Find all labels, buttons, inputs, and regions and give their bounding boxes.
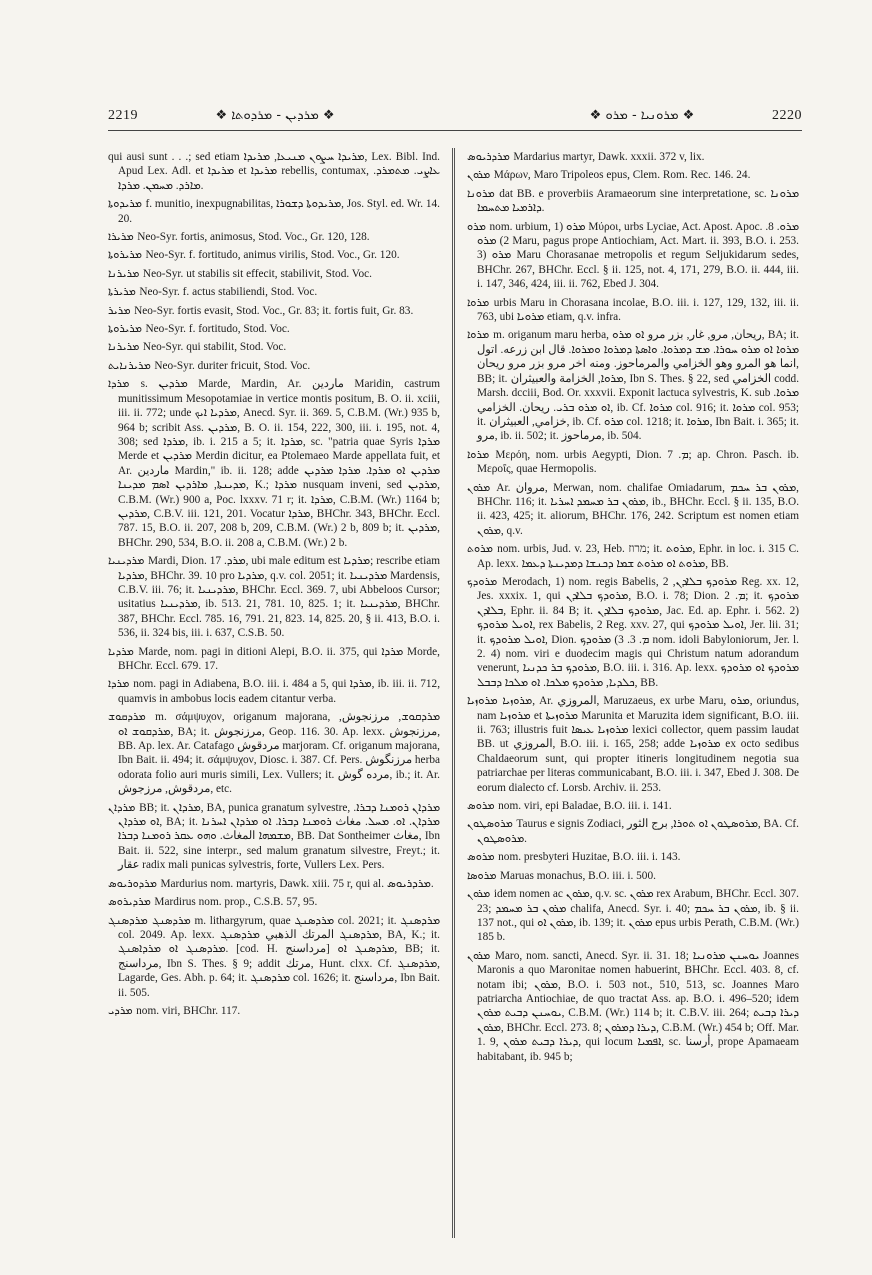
dictionary-entry bbox=[108, 554, 440, 640]
entry-headword: ܡܪܘܙܝܐ bbox=[497, 694, 533, 708]
dictionary-entry bbox=[467, 887, 799, 945]
dictionary-entry bbox=[467, 694, 799, 795]
entry-definition: Mardarius martyr, Dawk. xxxii. 372 v, lix. bbox=[513, 151, 705, 163]
entry-definition: ܡܪܘܙܝܐ, Ar. المروزي, Maruzaeus, ex urbe Maru, ܡܪܘ, oriundus, nam ܡܪܘܙܝܐ et ܡܪܘܙܝܬܐ Marunita et Maruzita idem significant, B.O. iii. ii. 763; illustris fuit ܡܪܘܙܝܐ ܥܝܣܐ lexici collector, quem passim laudat BB. ut المروزي, B.O. iii. i. 165, 258; adde ܡܪܘܙܝܐ ex octo sedibus Chaldaeorum sunt, qui propter itineris longitudinem negotia sua patriarchae per literas communicabant, B.O. iii. i. 347, Ebed J. 308. De eorum dialecto cf. Lorsb. Archiv. ii. 253. bbox=[467, 695, 799, 794]
dictionary-entry bbox=[467, 575, 799, 690]
dictionary-entry bbox=[108, 359, 440, 373]
entry-definition: Neo-Syr. f. fortitudo, animus virilis, Stod. Voc., Gr. 120. bbox=[145, 249, 400, 262]
entry-headword: ܡܪܘܢ bbox=[467, 887, 494, 901]
dictionary-entry bbox=[108, 197, 440, 226]
entry-headword: ܡܪܝܪܢܐܝܬ bbox=[108, 358, 155, 372]
entry-definition: nom. viri, BHChr. 117. bbox=[136, 1004, 241, 1017]
entry-headword: ܡܪܝܪ bbox=[108, 303, 135, 317]
entry-definition: nom. pagi in Adiabena, B.O. iii. i. 484 a 5, qui ܡܪܕܐ, ib. iii. ii. 712, quamvis in ambobus locis eadem citantur verba. bbox=[118, 678, 440, 705]
entry-headword: ܡܪܘܣܛܘܢ bbox=[467, 817, 517, 831]
entry-headword: ܡܪܘܣ bbox=[467, 799, 499, 813]
dictionary-entry bbox=[467, 150, 799, 164]
entry-definition: Neo-Syr. f. fortitudo, Stod. Voc. bbox=[145, 323, 290, 336]
entry-definition: Neo-Syr. f. actus stabiliendi, Stod. Voc. bbox=[139, 286, 318, 299]
entry-definition: nom. urbium, 1) ܡܪܘ Μύροι, urbs Lyciae, Act. Apost. Apoc. ܡܪܘ. 8. 2) ܡܪܘ Maru, pagus prope Antiochiam, Act. Mart. ii. 393, B.O. i. 253. 3) ܡܪܘ Maru Chorasanae metropolis et regum Seljukidarum sedes, BHChr. 267, BHChr. Eccl. § ii. 125, not. 4, 171, 279, B.O. ii. 444, iii. i. 147, 346, 424, iii. ii. 762, Ebed J. 304. bbox=[477, 220, 799, 291]
dictionary-entry bbox=[108, 285, 440, 299]
page-header bbox=[0, 108, 872, 132]
right-column bbox=[467, 150, 799, 1240]
entry-definition: m. origanum maru herba, ريحان, مرو, غار, بزر مرو ܐܘ ܡܪܘ, BA; it. ܡܪܘܐ ܐܘ ܡܪܘ ܚܘܪܐ. ܡܫ ܕܡܪܘܐ. ܘܐܣܬܐ ܕܡܪܘܐ ܘܡܪܘܐ. قال ابن زرعه. اتول انما هو المرو وهو الخزامي والمرماحوز. ومنه اخر مرو بزر مرو ريحان, BB; it. ܡܪܘܐ, الخزامة والعبيثران, Ibn S. Thes. § 22, sed الخزامي codd. Marsh. dcciii, Bod. Or. xxxvii. Exponit lactuca sylvestris, K. sub ܡܪܘܐ. ܐܘ ܡܪܘ ܒܪܝ. ريحان. الخزامي, ib. Cf. ܡܪܘܐ col. 916; it. ܡܪܘܐ col. 953; it. خزامي, العبيثران, ib. Cf. ܡܪܘ col. 1218; it. ܡܪܘܐ, Ibn Bait. i. 365; it. مرو, ib. ii. 502; it. مرماحوز, ib. 504. bbox=[477, 329, 799, 443]
entry-headword: ܡܪܝܪܬܐ bbox=[108, 285, 140, 299]
dictionary-entry bbox=[108, 377, 440, 550]
entry-definition: nom. urbis, Jud. v. 23, Heb. מרוז; it. ܡܪܘܬ, Ephr. in loc. i. 315 C. Ap. lexx. ܡܪܘܬ ܐܘ ܡܪܘܬ ܫܡܐ ܕܟܢܫܐ ܕܡܕܝܢܬܐ ܕܥܡܐ, BB. bbox=[477, 543, 799, 570]
entry-headword: ܡܪܕܪܝܘܣ bbox=[467, 150, 514, 163]
entry-headword: ܡܪܕܝܪܘܣ bbox=[108, 895, 155, 909]
entry-definition: idem nomen ac ܡܪܘܢ, q.v. sc. ܡܪܘܢ rex Arabum, BHChr. Eccl. 307. 23; ܡܪܘܢ ܒܪ ܡܚܡܕ chalifa, Anecd. Syr. i. 40; ܡܪܘܢ ܒܪ ܚܟܡ, ib. § ii. 137 not., qui ܡܪܘܢ ܐܘ, ib. 139; it. ܡܪܘܢ epus urbis Perath, C.B.M. (Wr.) 185 b. bbox=[477, 888, 799, 944]
dictionary-entry bbox=[108, 710, 440, 796]
dictionary-entry bbox=[108, 322, 440, 336]
entry-headword: ܡܪܘܢ bbox=[467, 168, 494, 182]
entry-headword: ܡܪܝܪܢܐ bbox=[108, 340, 143, 354]
left-running-title: ❖ ܡܪܕܝܢ - ܡܪܕܘܬܐ ❖ bbox=[215, 108, 335, 123]
entry-headword: ܡܪܘܐ bbox=[467, 295, 494, 309]
entry-definition: Mardi, Dion. ܡܪܕ. 17, ubi male editum est ܡܪܕܝܐ; rescribe etiam ܡܪܕܝܐ, BHChr. 39. 10 pro ܡܪܕܝܐ, q.v. col. 2051; it. ܡܪܕܝܢܝܐ Mardensis, C.B.V. iii. 76; it. ܡܪܕܝܢܝܐ, BHChr. Eccl. 369. 7, ubi Abbeloos Cursor; usitatius ܡܪܕܝܢܝܐ, ib. 513. 21, 781. 10, 825. 1; it. ܡܪܕܝܢܝܐ, BHChr. 387, BHChr. Eccl. 785. 16, 791. 21, 823. 14, 825. 20, § ii. 413, B.O. i. 536, ii. 324 bis, iii. i. 637, C.S.B. 50. bbox=[118, 555, 440, 640]
entry-headword: ܡܪܘܢ bbox=[467, 948, 495, 962]
dictionary-entry bbox=[467, 799, 799, 813]
entry-definition: nom. viri, epi Baladae, B.O. iii. i. 141. bbox=[498, 800, 672, 813]
entry-headword: ܡܪܝܪܘܬܐ bbox=[108, 248, 146, 262]
entry-definition: f. munitio, inexpugnabilitas, ܡܪܝܕܘܬܐ ܕܫܘܪܐ, Jos. Styl. ed. Wr. 14. 20. bbox=[118, 198, 440, 225]
dictionary-entry bbox=[467, 328, 799, 443]
right-running-title: ❖ ܡܪܘܢܝܐ - ܡܪܘ ❖ bbox=[589, 108, 695, 123]
entry-headword: ܡܪܕܘܪܝܘܣ bbox=[108, 876, 161, 890]
dictionary-entry bbox=[108, 340, 440, 354]
dictionary-entry bbox=[467, 448, 799, 477]
entry-definition: Neo-Syr. ut stabilis sit effecit, stabilivit, Stod. Voc. bbox=[142, 267, 372, 280]
dictionary-entry bbox=[108, 267, 440, 281]
entry-definition: qui ausi sunt . . .; sed etiam ܡܪܝܕܐ ܚܨܘܢ ܡܢܝܥܐ, ܡܪܝܕܐ, Lex. Bibl. Ind. Apud Lex. Adl. et ܡܪܝܕܐ et ܡܪܝܕܐ rebellis, contumax, ܥܐܨܝ. ܡܬܡܪܕ. ܡܐܪܕ. ܡܚܡܢ. ܡܪܕܐ. bbox=[108, 151, 440, 192]
entry-definition: Neo-Syr. qui stabilit, Stod. Voc. bbox=[142, 341, 287, 354]
entry-headword: ܡܪܕܐܢ bbox=[108, 800, 140, 814]
dictionary-entry bbox=[108, 304, 440, 318]
column-divider bbox=[452, 148, 455, 1238]
entry-headword: ܡܪܝܪܐ bbox=[108, 230, 138, 244]
entry-headword: ܡܪܘܐ bbox=[467, 328, 494, 342]
entry-definition: Μερόη, nom. urbis Aegypti, Dion. ܡ. 7; ap. Chron. Pasch. ib. Μεροΐς, quae Hermopolis. bbox=[477, 448, 799, 476]
entry-headword: ܡܪܕܩܘܫ bbox=[108, 710, 156, 724]
entry-headword: ܡܪܝܕܘܬܐ bbox=[108, 197, 146, 211]
entry-headword: ܡܪܘܣ bbox=[467, 850, 499, 864]
dictionary-entry bbox=[467, 817, 799, 846]
entry-definition: urbis Maru in Chorasana incolae, B.O. iii. i. 127, 129, 132, iii. ii. 763, ubi ܡܪܘܝܐ etiam, q.v. infra. bbox=[477, 296, 799, 324]
entry-definition: Mardirus nom. prop., C.S.B. 57, 95. bbox=[154, 896, 318, 909]
entry-definition: Μάρων, Maro Tripoleos epus, Clem. Rom. Rec. 146. 24. bbox=[493, 169, 751, 182]
entry-headword: ܡܪܘܐ bbox=[467, 447, 496, 461]
entry-definition: Merodach, 1) nom. regis Babelis, ܡܪܘܕܟ ܒܠܐܕܢ, 2 Reg. xx. 12, Jes. xxxix. 1, qui ܡܪܘܕܟ ܒܠܐܕܢ, B.O. i. 78; Dion. ܡ. 2; it. ܡܪܘܕܟ ܒܠܐܕܢ, Ephr. ii. 84 B; it. ܡܪܘܕܟ ܒܠܐܕܢ, Jac. Ed. ap. Ephr. i. 562. 2) ܐܘܝܠ ܡܪܘܕܟ, rex Babelis, 2 Reg. xxv. 27, qui ܐܘܝܠ ܡܪܘܕܟ, Jer. lii. 31; it. ܐܘܝܠ ܡܪܘܕܟ, Dion. ܡ. 3. 3) ܡܪܘܕܟ nom. idoli Babyloniorum, Jer. l. 2. 4) nom. viri e duodecim magis qui Christum natum adorandum venerunt, ܡܪܘܕܟ ܒܪ ܟܕܢܝܐ, B.O. iii. i. 316. Ap. lexx. ܡܪܘܕܟ ܐܘ ܡܪܘܕܟ ܟܠܕܝܐ, ܡܪܘܕܟ ܡܠܟܐ. ܐܘ ܡܠܟܐ ܕܒܒܠ, BB. bbox=[477, 575, 799, 689]
entry-definition: BB; it. ܡܪܕܐܢ, BA, punica granatum sylvestre, ܡܪܕܐܢ ܪܘܡܢܐ ܕܒܪܐ. ܐܘ ܡܪܕܐܢ, BA; it. ܡܪܕܐܢ. ܐܘ. ܡܚܠ. مغاث ܪܘܡܢܐ ܕܒܪܐ. ܐܘ ܡܪܕܐܢ ܐܚܪܢܐ ܡܫܡܗܐ المغاث. ܘܗܘ ܥܩܪ ܪܘܡܢܐ ܕܒܪܐ, BB. Dat Sontheimer مغاث, Ibn Bait. ii. 522, sine interpr., sed malum granatum silvestre, Freyt.; it. عقار radix mali punicas sylvestris, forte, Vullers Lex. Pers. bbox=[118, 801, 440, 872]
entry-definition: nom. presbyteri Huzitae, B.O. iii. i. 143. bbox=[498, 851, 681, 864]
entry-headword: ܡܪܘܢ bbox=[467, 480, 497, 494]
dictionary-entry bbox=[108, 895, 440, 909]
dictionary-entry bbox=[108, 801, 440, 873]
entry-headword: ܡܪܕܐ bbox=[108, 377, 141, 391]
entry-definition: Taurus e signis Zodiaci, ܡܪܘܣܛܘܢ ܐܘ ܬܘܪܐ, برج الثور, BA. Cf. ܡܪܘܣܛܘܢ. bbox=[477, 818, 799, 845]
dictionary-entry bbox=[108, 150, 440, 193]
dictionary-entry bbox=[108, 248, 440, 262]
left-page-number: 2219 bbox=[108, 108, 138, 123]
dictionary-entry bbox=[467, 481, 799, 539]
left-column bbox=[108, 150, 440, 1240]
entry-headword: ܡܪܝܪܘܬܐ bbox=[108, 322, 146, 336]
dictionary-entry bbox=[467, 850, 799, 864]
entry-definition: Neo-Syr. fortis, animosus, Stod. Voc., Gr. 120, 128. bbox=[137, 231, 370, 244]
entry-definition: m. σάμψυχον, origanum majorana, ܡܪܕܩܘܫ, مرزنجوش, ܡܪܕܩܘܫ ܐܘ, BA; it. مرزنجوش, Geop. 116. 30. Ap. lexx. مرزنجوش, BB. Ap. lex. Ar. Catafago مردقوش marjoram. Cf. origanum majorana, Ibn Bait. ii. 494; it. σάμψυχον, Diosc. i. 387. Cf. Pers. مرزنگوش herba odorata folio auri muris simili, Lex. Vullers; it. مرده گوش, ib.; it. Ar. مردقوش, مرزجوش, etc. bbox=[118, 711, 440, 796]
dictionary-entry bbox=[467, 869, 799, 883]
right-page-number: 2220 bbox=[772, 108, 802, 123]
dictionary-entry bbox=[108, 1004, 440, 1018]
dictionary-entry bbox=[467, 542, 799, 571]
entry-headword: ܡܪܝܪܢܐ bbox=[108, 266, 143, 280]
entry-headword: ܡܪܘܣܐ bbox=[467, 868, 500, 882]
entry-headword: ܡܪܕܣܢܓ bbox=[147, 913, 191, 927]
entry-headword: ܡܪܘܬ bbox=[467, 542, 498, 556]
entry-definition: Maro, nom. sancti, Anecd. Syr. ii. 31. 18; ܝܘܚܢܢ ܡܪܘܢܝܐ Joannes Maronis a quo Maronitae nomen habuerint, BHChr. Eccl. 403. 8, cf. notam ibi; ܡܪܘܢ, B.O. i. 503 not., 510, 513, sc. Joannes Maro patriarcha Antiochiae, de quo tractat Ass. ap. B.O. i. 496–520; idem ܝܘܚܢܢ ܕܒܝܬ ܡܪܘܢ, C.B.M. (Wr.) 114 b; it. C.B.V. iii. 264; ܕܝܪܐ ܕܒܝܬ ܡܪܘܢ, BHChr. Eccl. 273. 8; ܕܝܪܐ ܕܡܪܘܢ, C.B.M. (Wr.) 454 b; Off. Mar. 1. 9, ܕܝܪܐ ܕܒܝܬ ܡܪܘܢ, qui locum ܐܦܡܝܐ, sc. أرسنا, prope Apamaeam habitabant, ib. 945 b; bbox=[477, 949, 799, 1063]
entry-headword: ܡܪܕܝ bbox=[108, 1003, 137, 1017]
dictionary-entry bbox=[467, 187, 799, 216]
entry-definition: Mardurius nom. martyris, Dawk. xiii. 75 r, qui al. ܡܪܕܪܝܘܣ. bbox=[160, 877, 434, 890]
dictionary-entry bbox=[108, 677, 440, 706]
entry-definition: Marde, nom. pagi in ditioni Alepi, B.O. ii. 375, qui ܡܪܕܐ Morde, BHChr. Eccl. 679. 17. bbox=[118, 645, 440, 672]
entry-headword: ܡܪܕܝܢܝܐ bbox=[108, 554, 148, 568]
dictionary-entry bbox=[467, 220, 799, 292]
entry-headword: ܡܪܘܕܟ bbox=[467, 574, 503, 588]
dictionary-entry bbox=[108, 645, 440, 674]
dictionary-entry bbox=[108, 230, 440, 244]
entry-headword: ܡܪܕܐ bbox=[108, 677, 134, 691]
entry-definition: Ar. مروان, Merwan, nom. chalifae Omiadarum, ܡܪܘܢ ܒܪ ܚܟܡ, BHChr. 116; it. ܡܪܘܢ ܒܪ ܡܚܡܕ ܐܚܪܝܐ, ib., BHChr. Eccl. § ii. 135, B.O. ii. 423, 425; it. aliorum, BHChr. 176, 242. Scriptum est nomen etiam ܡܪܘܢ, q.v. bbox=[477, 481, 799, 537]
header-rule bbox=[108, 130, 802, 131]
entry-headword: ܡܪܘܢܐ bbox=[467, 186, 500, 200]
entry-definition: ܡܪܕܣܢܓ m. lithargyrum, quae ܡܪܕܣܢܓ col. 2021; it. ܡܪܕܣܢܓ col. 2049. Ap. lexx. ܡܪܕܣܢܓ المرتك الذهبي ܡܪܕܣܢܓ, BA, K.; it. ܡܪܕܣܢܓ ܐܘ ܡܪܕܐܣܢܓ. [cod. H. مرداسنج] ܡܪܕܣܢܓ ܐܘ, BB; it. مرداسنج, Ibn S. Thes. § 9; addit مرتك, Hunt. clxx. Cf. ܡܪܕܣܢܓ, Lagarde, Ges. Abh. p. 64; it. ܡܪܕܣܢܓ col. 1626; it. مرداسنج, Ibn Bait. ii. 505. bbox=[108, 914, 440, 999]
dictionary-entry bbox=[108, 914, 440, 1000]
entry-definition: dat BB. e proverbiis Aramaeorum sine interpretatione, sc. ܡܪܘܢܐ ܕܐܪܡܝܐ ܡܬܚܡܐ. bbox=[477, 187, 799, 215]
dictionary-entry bbox=[108, 877, 440, 891]
entry-definition: Maruas monachus, B.O. iii. i. 500. bbox=[499, 869, 656, 882]
entry-headword: ܡܪܕܝܐ bbox=[108, 644, 139, 658]
entry-definition: Neo-Syr. duriter fricuit, Stod. Voc. bbox=[154, 359, 311, 372]
dictionary-entry bbox=[467, 168, 799, 182]
dictionary-entry bbox=[467, 296, 799, 325]
entry-definition: Neo-Syr. fortis evasit, Stod. Voc., Gr. 83; it. fortis fuit, Gr. 83. bbox=[134, 304, 414, 317]
dictionary-entry bbox=[467, 949, 799, 1064]
entry-definition: s. ܡܪܕܝܢ Marde, Mardin, Ar. ماردين Maridin, castrum munitissimum Mesopotamiae in vertice montis positum, B. O. ii. xciii, iii. ii. 772; unde ܡܪܕܝܐ ܐܝܟ, Anecd. Syr. ii. 369. 5, C.B.M. (Wr.) 935 b, 964 b; scribit Ass. ܡܪܕܝܢ, B. O. ii. 154, 222, 300, iii. i. 195, not. 4, 308; sed ܡܪܕܐ, ib. i. 215 a 5; it. ܡܪܕܐ, sc. "patria quae Syris ܡܪܕܐ Merde et ܡܪܕܝܢ Merdin dicitur, ea Ptolemaeo Marde appellata fuit, et Ar. ماردين Mardin," ib. ii. 128; adde ܡܪܕܝܢ ܐܘ ܡܪܕܐ. ܡܪܕܐ ܡܪܕܝܢ ܡܕܝܢܬܐ, ܡܐܪܕܝܢ ܐܣܡ ܡܕܝܢܐ, K.; ܡܪܕܐ nusquam inveni, sed ܡܪܕܝܢ, C.B.M. (Wr.) 900 a, Poc. lxxxv. 71 r; it. ܡܪܕܐ, C.B.M. (Wr.) 1164 b; ܡܪܕܝܢ, C.B.V. iii. 121, 201. Vocatur ܡܪܕܐ, BHChr. 343, BHChr. Eccl. 787. 15, B.O. ii. 207, 208 b, 209, C.B.M. (Wr.) 2 b, 809 b; it. ܡܪܕܝܢ, BHChr. 290, 534, B.O. ii. 208 a, C.B.M. (Wr.) 2 b. bbox=[118, 378, 440, 549]
entry-headword: ܡܪܘ bbox=[467, 219, 490, 233]
